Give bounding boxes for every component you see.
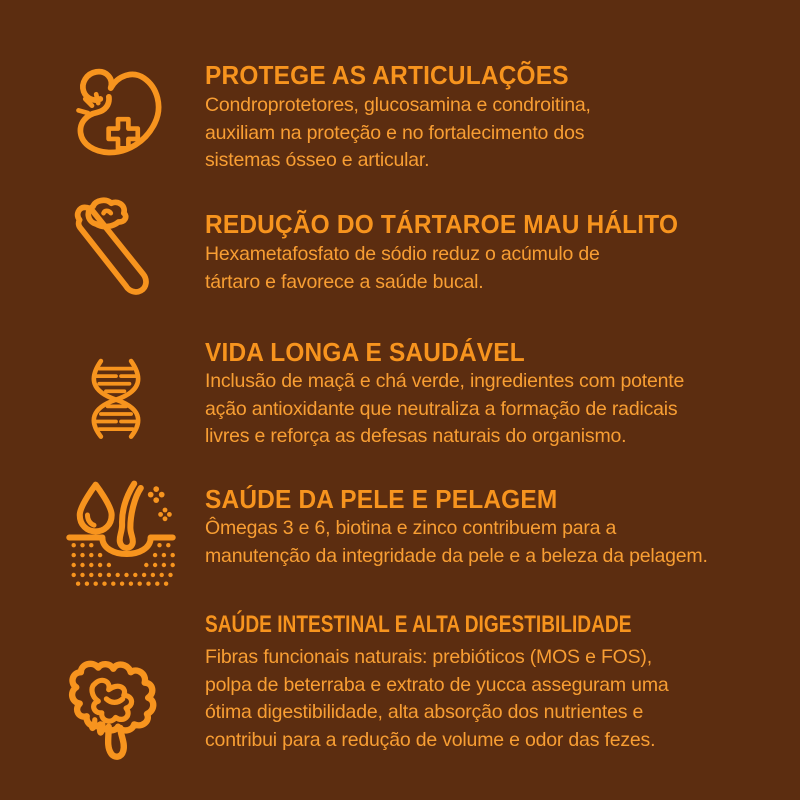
body-line: tártaro e favorece a saúde bucal. [205,270,484,293]
body-line: ação antioxidante que neutraliza a formação de radicais [205,397,678,420]
body-line: Condroprotetores, glucosamina e condroitina, [205,94,591,116]
body-line: contribui para a redução de volume e odor das fezes. [205,728,656,751]
section-title-digestibility: SAÚDE INTESTINAL E ALTA DIGESTIBILIDADE [205,611,632,638]
body-line: livres e reforça as defesas naturais do organismo. [205,425,627,447]
section-body-digestibility [205,644,669,754]
section-body-longevity [205,368,684,451]
body-line: ótima digestibilidade, alta absorção dos nutrientes e [205,701,644,723]
section-title-skin-coat: SAÚDE DA PELE E PELAGEM [205,484,558,514]
section-title-tartar: REDUÇÃO DO TÁRTAROE MAU HÁLITO [205,209,679,239]
body-line: Inclusão de maçã e chá verde, ingredientes com potente [205,370,685,392]
muscle-arm-with-medical-cross-icon [66,57,170,171]
body-line: auxiliam na proteção e no fortalecimento dos [205,121,585,144]
section-body-tartar [205,241,600,296]
body-line: Ômegas 3 e 6, biotina e zinco contribuem para a [205,517,617,539]
skin-and-coat-follicle-icon [60,477,182,587]
toothbrush-with-toothpaste-icon [64,190,168,308]
body-line: sistemas ósseo e articular. [205,149,430,171]
section-body-joints [205,92,591,175]
section-body-skin-coat [205,515,708,570]
section-title-joints: PROTEGE AS ARTICULAÇÕES [205,60,569,90]
body-line: manutenção da integridade da pele e a beleza da pelagem. [205,544,708,567]
body-line: Hexametafosfato de sódio reduz o acúmulo de [205,243,600,265]
body-line: polpa de beterraba e extrato de yucca asseguram uma [205,673,669,696]
section-title-longevity: VIDA LONGA E SAUDÁVEL [205,337,525,367]
body-line: Fibras funcionais naturais: prebióticos (MOS e FOS), [205,646,652,668]
dna-helix-icon [74,339,158,457]
intestines-icon [60,638,176,776]
